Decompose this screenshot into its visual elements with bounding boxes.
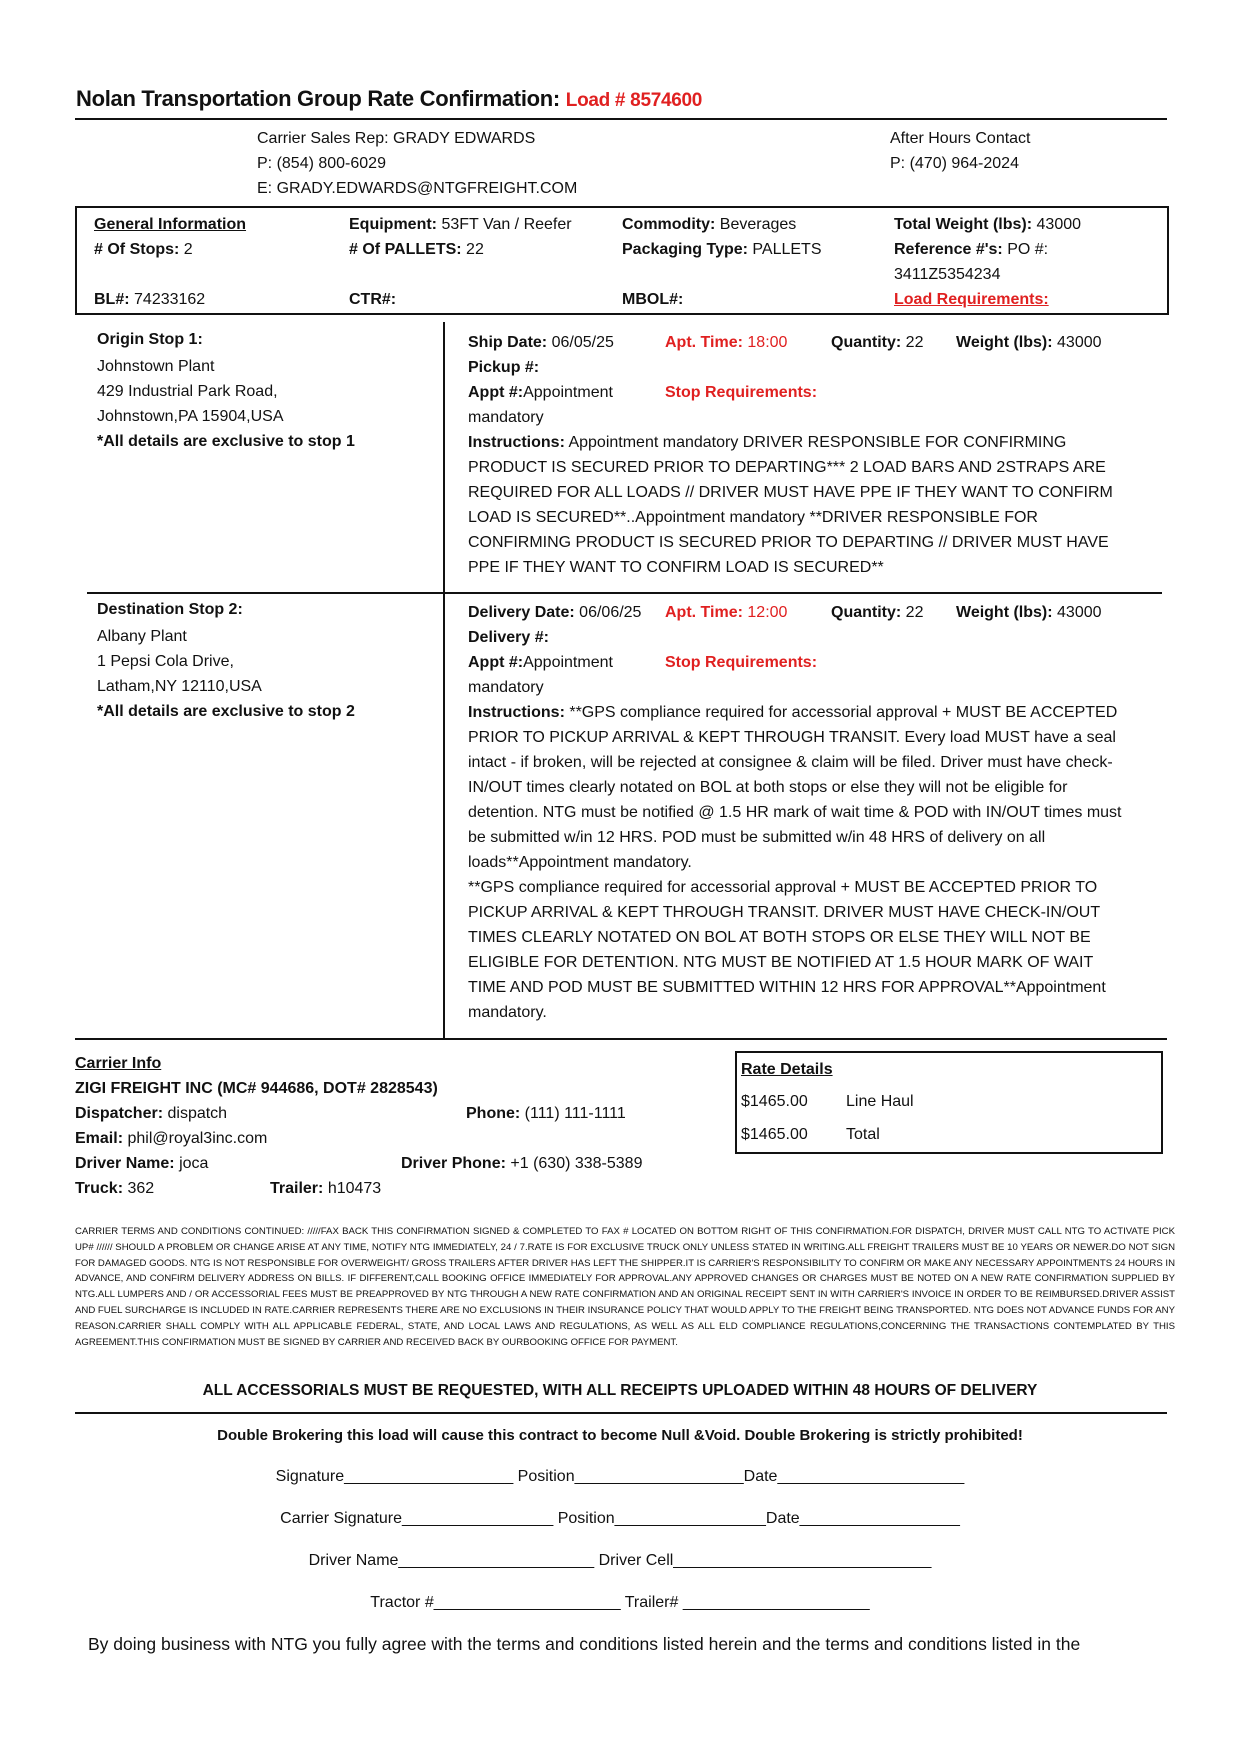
driver-phone (401, 1155, 642, 1173)
stop1-appt-value: Appointment (523, 384, 613, 401)
carrier-signature-line[interactable]: Carrier Signature_________________ Position_________________Date__________________ (280, 1510, 960, 1527)
stop1-instructions-line-0 (468, 434, 1066, 452)
double-brokering-notice: Double Brokering this load will cause this contract to become Null &Void. Double Brokering is strictly prohibited! (217, 1427, 1023, 1444)
stop1-weight-label: Weight (lbs): (956, 334, 1053, 351)
stop1-instructions-label: Instructions: (468, 434, 565, 451)
driver-phone-value: +1 (630) 338-5389 (510, 1155, 643, 1172)
stop1-date-value: 06/05/25 (551, 334, 614, 351)
stop2-instructions-line-4: detention. NTG must be notified @ 1.5 HR mark of wait time & POD with IN/OUT times must (468, 804, 1122, 821)
accessorials-notice: ALL ACCESSORIALS MUST BE REQUESTED, WITH ALL RECEIPTS UPLOADED WITHIN 48 HOURS OF DELIVERY (202, 1382, 1038, 1399)
stop-separator (87, 592, 1162, 594)
stop2-qty-label: Quantity: (831, 604, 902, 621)
equipment (349, 216, 572, 234)
packaging (622, 241, 822, 259)
stop2-qty (831, 604, 923, 622)
stop2-instructions-line-2: intact - if broken, will be rejected at consignee & claim will be filed. Driver must have check- (468, 754, 1113, 771)
load-number: Load # 8574600 (565, 90, 703, 111)
reference (894, 241, 1048, 259)
stop2-address2: Latham,NY 12110,USA (97, 678, 262, 695)
stop1-date-label: Ship Date: (468, 334, 548, 351)
terms-and-conditions: CARRIER TERMS AND CONDITIONS CONTINUED: /////FAX BACK THIS CONFIRMATION SIGNED & COMPLETED TO FAX # LOCATED ON BOTTOM RIGHT OF THIS CONFIRMATION.FOR DISPATCH, DRIVER MUST CALL NTG TO ACTIVATE PICK UP# ////// SHOULD A PROBLEM OR CHANGE ARISE AT ANY TIME, NOTIFY NTG IMMEDIATELY, 24 / 7.RATE IS FOR EXCLUSIVE TRUCK ONLY UNLESS STATED IN WRITING.ALL FREIGHT TRAILERS MUST BE 10 YEARS OR NEWER.DO NOT SIGN FOR DAMAGED GOODS. NTG IS NOT RESPONSIBLE FOR OVERWEIGHT/ GROSS TRAILERS AFTER DRIVER HAS LEFT THE SHIPPER.IT IS CARRIER'S RESPONSIBILITY TO CONFIRM OR MAKE ANY NECESSARY APPOINTMENTS 24 HOURS IN ADVANCE, AND CONFIRM DELIVERY ADDRESS ON BILLS. IF DIFFERENT,CALL BOOKING OFFICE IMMEDIATELY FOR APPROVAL.ANY APPROVED CHANGES OR CHARGES MUST BE NOTED ON A NEW RATE CONFIRMATION SUPPLIED BY NTG.ALL LUMPERS AND / OR ACCESSORIAL FEES MUST BE PREAPPROVED BY NTG THROUGH A NEW RATE CONFIRMATION AND AN ORIGINAL RECEIPT SENT IN WITH CARRIER'S INVOICE IN ORDER TO BE REIMBURSED.DRIVER ASSIST AND FUEL SURCHARGE IS INCLUDED IN RATE.CARRIER REPRESENTS THERE ARE NO EXCLUSIONS IN THEIR INSURANCE POLICY THAT WOULD APPLY TO THE FREIGHT BEING TRANSPORTED. NTG DOES NOT ADVANCE FUNDS FOR ANY REASON.CARRIER SHALL COMPLY WITH ALL APPLICABLE FEDERAL, STATE, AND LOCAL LAWS AND REGULATIONS, AS WELL AS ALL ELD COMPLIANCE REGULATIONS,CONCERNING THE TRANSACTIONS CONTEMPLATED BY THIS AGREEMENT.THIS CONFIRMATION MUST BE SIGNED BY CARRIER AND RECEIVED BACK BY OURBOOKING OFFICE FOR PAYMENT. (75, 1226, 1176, 1348)
stops-count (94, 241, 193, 259)
commodity-value: Beverages (719, 216, 797, 233)
rate-row-amount: $1465.00 (741, 1093, 808, 1110)
stop2-date-label: Delivery Date: (468, 604, 575, 621)
stop2-delivery-label: Delivery #: (468, 629, 549, 646)
stop2-instructions-line-6: loads**Appointment mandatory. (468, 854, 692, 871)
bl-value: 74233162 (134, 291, 206, 308)
load-requirements: Load Requirements: (894, 291, 1049, 308)
stop2-instructions-line-5: be submitted w/in 12 HRS. POD must be submitted w/in 48 HRS of delivery on all (468, 829, 1046, 846)
stop2-divider (443, 593, 445, 1038)
stop1-qty-label: Quantity: (831, 334, 902, 351)
stop2-weight (956, 604, 1102, 622)
mbol-label: MBOL#: (622, 291, 684, 308)
stop2-instructions-label: Instructions: (468, 704, 565, 721)
stop1-stop-requirements: Stop Requirements: (665, 384, 818, 401)
pallets (349, 241, 484, 259)
stop2-qty-value: 22 (905, 604, 924, 621)
stop2-date-value: 06/06/25 (579, 604, 642, 621)
carrier-email (75, 1130, 267, 1148)
stop1-heading: Origin Stop 1: (97, 331, 203, 348)
driver-phone-label: Driver Phone: (401, 1155, 506, 1172)
carrier-email-label: Email: (75, 1130, 124, 1147)
page-title (76, 86, 702, 112)
carrier-company: ZIGI FREIGHT INC (MC# 944686, DOT# 2828543) (75, 1080, 438, 1097)
carrier-dispatcher (75, 1105, 227, 1123)
stop1-address1: 429 Industrial Park Road, (97, 383, 278, 400)
driver-name-label: Driver Name: (75, 1155, 175, 1172)
footer-agreement: By doing business with NTG you fully agree with the terms and conditions listed herein and the terms and conditions listed in the (88, 1634, 1081, 1654)
stop2-weight-value: 43000 (1057, 604, 1102, 621)
bl-number (94, 291, 205, 309)
reference-po: PO #: (1007, 241, 1049, 258)
stop1-apt (665, 334, 787, 352)
commodity-label: Commodity: (622, 216, 716, 233)
sales-rep-email: E: GRADY.EDWARDS@NTGFREIGHT.COM (257, 180, 578, 197)
total-weight-value: 43000 (1036, 216, 1082, 233)
stop2-appt-value: Appointment (523, 654, 613, 671)
stop2-instructions-text: **GPS compliance required for accessorial approval + MUST BE ACCEPTED (564, 704, 1118, 721)
after-hours-phone: P: (470) 964-2024 (890, 155, 1019, 172)
stop2-apt-value: 12:00 (747, 604, 788, 621)
stop2-instructions-line-10: ELIGIBLE FOR DETENTION. NTG MUST BE NOTIFIED AT 1.5 HOUR MARK OF WAIT (468, 954, 1094, 971)
stop1-instructions-line-3: LOAD IS SECURED**..Appointment mandatory **DRIVER RESPONSIBLE FOR (468, 509, 1038, 526)
pallets-value: 22 (466, 241, 484, 258)
stop2-instructions-line-9: TIMES CLEARLY NOTATED ON BOL AT BOTH STOPS OR ELSE THEY WILL NOT BE (468, 929, 1091, 946)
title-text: Nolan Transportation Group Rate Confirmation: (76, 86, 560, 111)
stop2-instructions-line-8: PICKUP ARRIVAL & KEPT THROUGH TRANSIT. DRIVER MUST HAVE CHECK-IN/OUT (468, 904, 1101, 921)
reference-label: Reference #'s: (894, 241, 1003, 258)
stop2-address1: 1 Pepsi Cola Drive, (97, 653, 234, 670)
stop1-qty (831, 334, 923, 352)
stop1-weight (956, 334, 1102, 352)
stop1-appt-mandatory: mandatory (468, 409, 544, 426)
trailer (270, 1180, 381, 1198)
stop1-name: Johnstown Plant (97, 358, 215, 375)
stop2-stop-requirements: Stop Requirements: (665, 654, 818, 671)
title-rule (75, 118, 1167, 120)
stop2-instructions-line-7: **GPS compliance required for accessorial approval + MUST BE ACCEPTED PRIOR TO (468, 879, 1098, 896)
stop2-instructions-line-0 (468, 704, 1117, 722)
driver-name (75, 1155, 208, 1173)
carrier-heading: Carrier Info (75, 1055, 162, 1072)
bl-label: BL#: (94, 291, 130, 308)
stop2-instructions-line-1: PRIOR TO PICKUP ARRIVAL & KEPT THROUGH TRANSIT. Every load MUST have a seal (468, 729, 1116, 746)
dispatcher-value: dispatch (167, 1105, 228, 1122)
dispatcher-label: Dispatcher: (75, 1105, 164, 1122)
stop2-appt-mandatory: mandatory (468, 679, 544, 696)
ctr-label: CTR#: (349, 291, 397, 308)
tractor-trailer-line[interactable]: Tractor #_____________________ Trailer# _____________________ (370, 1594, 870, 1611)
stops-label: # Of Stops: (94, 241, 180, 258)
sales-rep-phone: P: (854) 800-6029 (257, 155, 386, 172)
sales-rep: Carrier Sales Rep: GRADY EDWARDS (257, 130, 536, 147)
equipment-label: Equipment: (349, 216, 437, 233)
pallets-label: # Of PALLETS: (349, 241, 462, 258)
reference-number: 3411Z5354234 (894, 266, 1001, 283)
stop2-name: Albany Plant (97, 628, 187, 645)
stop2-instructions-line-11: TIME AND POD MUST BE SUBMITTED WITHIN 12 HRS FOR APPROVAL**Appointment (468, 979, 1106, 996)
truck-label: Truck: (75, 1180, 124, 1197)
stop1-instructions-line-2: REQUIRED FOR ALL LOADS // DRIVER MUST HAVE PPE IF THEY WANT TO CONFIRM (468, 484, 1113, 501)
stop1-instructions-line-4: CONFIRMING PRODUCT IS SECURED PRIOR TO DEPARTING // DRIVER MUST HAVE (468, 534, 1109, 551)
truck (75, 1180, 154, 1198)
stop2-appt (468, 654, 613, 672)
rate-total-label: Total (846, 1126, 880, 1143)
stop1-weight-value: 43000 (1057, 334, 1102, 351)
carrier-phone-label: Phone: (466, 1105, 521, 1122)
total-weight (894, 216, 1081, 234)
stop1-apt-value: 18:00 (747, 334, 788, 351)
stop1-apt-label: Apt. Time: (665, 334, 743, 351)
signature-line[interactable]: Signature___________________ Position___________________Date_____________________ (275, 1468, 965, 1485)
trailer-label: Trailer: (270, 1180, 324, 1197)
stop2-apt-label: Apt. Time: (665, 604, 743, 621)
packaging-label: Packaging Type: (622, 241, 748, 258)
stop2-instructions-line-3: IN/OUT times clearly notated on BOL at both stops or else they will not be eligible for (468, 779, 1068, 796)
carrier-phone-value: (111) 111-1111 (524, 1105, 626, 1122)
after-hours-label: After Hours Contact (890, 130, 1031, 147)
stop1-qty-value: 22 (905, 334, 924, 351)
stop2-instructions-line-12: mandatory. (468, 1004, 547, 1021)
rate-details-heading: Rate Details (741, 1061, 833, 1078)
general-info-heading: General Information (94, 216, 247, 233)
carrier-email-value: phil@royal3inc.com (127, 1130, 268, 1147)
stop2-apt (665, 604, 787, 622)
stop2-date (468, 604, 641, 622)
stop2-appt-label: Appt #: (468, 654, 524, 671)
driver-name-value: joca (179, 1155, 209, 1172)
driver-name-line[interactable]: Driver Name______________________ Driver Cell_____________________________ (308, 1552, 932, 1569)
stop1-appt (468, 384, 613, 402)
stop1-date (468, 334, 614, 352)
stops-value: 2 (183, 241, 193, 258)
stop2-heading: Destination Stop 2: (97, 601, 243, 618)
carrier-rule (75, 1038, 1167, 1040)
truck-value: 362 (127, 1180, 155, 1197)
total-weight-label: Total Weight (lbs): (894, 216, 1033, 233)
stop1-exclusive: *All details are exclusive to stop 1 (97, 433, 355, 450)
trailer-value: h10473 (327, 1180, 382, 1197)
stop1-instructions-line-5: PPE IF THEY WANT TO CONFIRM LOAD IS SECURED** (468, 559, 884, 576)
rate-total-amount: $1465.00 (741, 1126, 808, 1143)
packaging-value: PALLETS (752, 241, 822, 258)
notice-rule (75, 1412, 1167, 1414)
stop1-instructions-text: Appointment mandatory DRIVER RESPONSIBLE FOR CONFIRMING (564, 434, 1067, 451)
stop1-divider (443, 322, 445, 592)
stop1-appt-label: Appt #: (468, 384, 524, 401)
rate-row-label: Line Haul (846, 1093, 914, 1110)
equipment-value: 53FT Van / Reefer (441, 216, 572, 233)
stop1-instructions-line-1: PRODUCT IS SECURED PRIOR TO DEPARTING*** 2 LOAD BARS AND 2STRAPS ARE (468, 459, 1106, 476)
stop1-address2: Johnstown,PA 15904,USA (97, 408, 284, 425)
stop2-exclusive: *All details are exclusive to stop 2 (97, 703, 355, 720)
stop2-weight-label: Weight (lbs): (956, 604, 1053, 621)
commodity (622, 216, 796, 234)
carrier-phone (466, 1105, 626, 1123)
stop1-pickup-label: Pickup #: (468, 359, 540, 376)
